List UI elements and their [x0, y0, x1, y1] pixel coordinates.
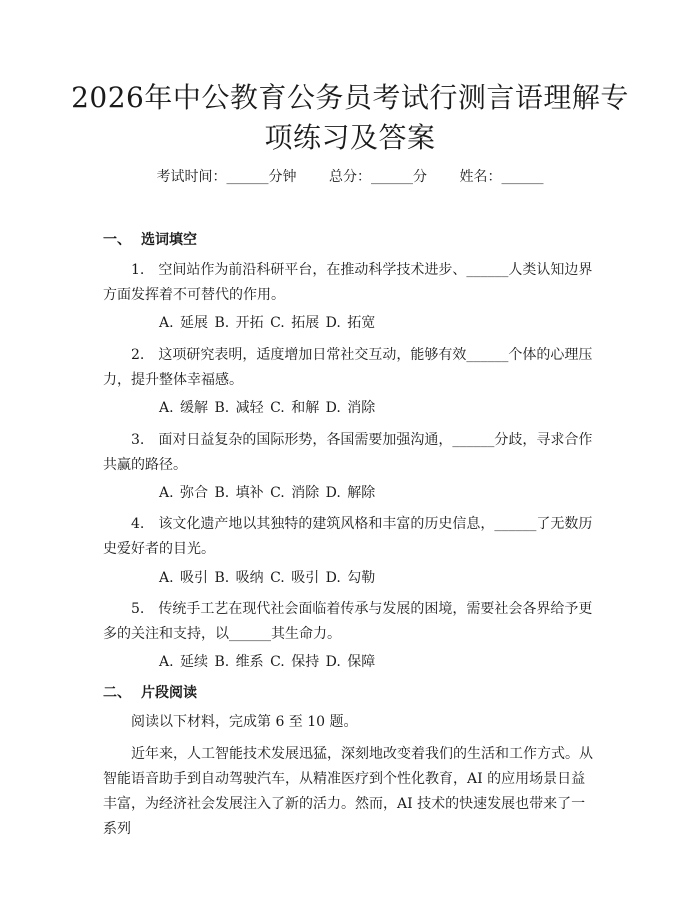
title-line-2: 项练习及答案: [264, 121, 436, 154]
reading-intro: 阅读以下材料，完成第 6 至 10 题。: [131, 714, 358, 730]
question-options-5: A. 延续 B. 维系 C. 保持 D. 保障: [159, 654, 376, 670]
exam-meta: [0, 167, 700, 187]
section-label: 片段阅读: [141, 685, 197, 701]
question-stem-1: 1. 空间站作为前沿科研平台，在推动科学技术进步、______人类认知边界方面发挥着不可替代的作用。: [103, 262, 593, 303]
question-stem-2: 2. 这项研究表明，适度增加日常社交互动，能够有效______个体的心理压力，提升整体幸福感。: [103, 347, 593, 388]
question-options-3: A. 弥合 B. 填补 C. 消除 D. 解除: [159, 485, 376, 501]
section-number: 一、: [103, 232, 131, 248]
question-stem-3: 3. 面对日益复杂的国际形势，各国需要加强沟通，______分歧，寻求合作共赢的路径。: [103, 432, 593, 473]
question-stem-5: 5. 传统手工艺在现代社会面临着传承与发展的困境，需要社会各界给予更多的关注和支持，以______其生命力。: [103, 601, 593, 642]
section-label: 选词填空: [141, 232, 197, 248]
section-heading-1: [103, 230, 197, 250]
section-number: 二、: [103, 685, 131, 701]
page-title: [0, 78, 700, 158]
section-heading-2: [103, 683, 197, 703]
exam-score: 总分：______分: [329, 169, 427, 185]
question-options-1: A. 延展 B. 开拓 C. 拓展 D. 拓宽: [159, 315, 376, 331]
title-line-1: 2026年中公教育公务员考试行测言语理解专: [71, 81, 629, 114]
reading-passage: 近年来，人工智能技术发展迅猛，深刻地改变着我们的生活和工作方式。从智能语音助手到自动驾驶汽车，从精准医疗到个性化教育，AI 的应用场景日益丰富，为经济社会发展注入了新的活力。然而，AI 技术的快速发展也带来了一系列: [103, 746, 593, 837]
exam-time: 考试时间：______分钟: [156, 169, 297, 185]
exam-name: 姓名：______: [459, 169, 544, 185]
question-options-4: A. 吸引 B. 吸纳 C. 吸引 D. 勾勒: [159, 570, 376, 586]
question-options-2: A. 缓解 B. 减轻 C. 和解 D. 消除: [159, 400, 376, 416]
question-stem-4: 4. 该文化遗产地以其独特的建筑风格和丰富的历史信息，______了无数历史爱好者的目光。: [103, 516, 593, 557]
